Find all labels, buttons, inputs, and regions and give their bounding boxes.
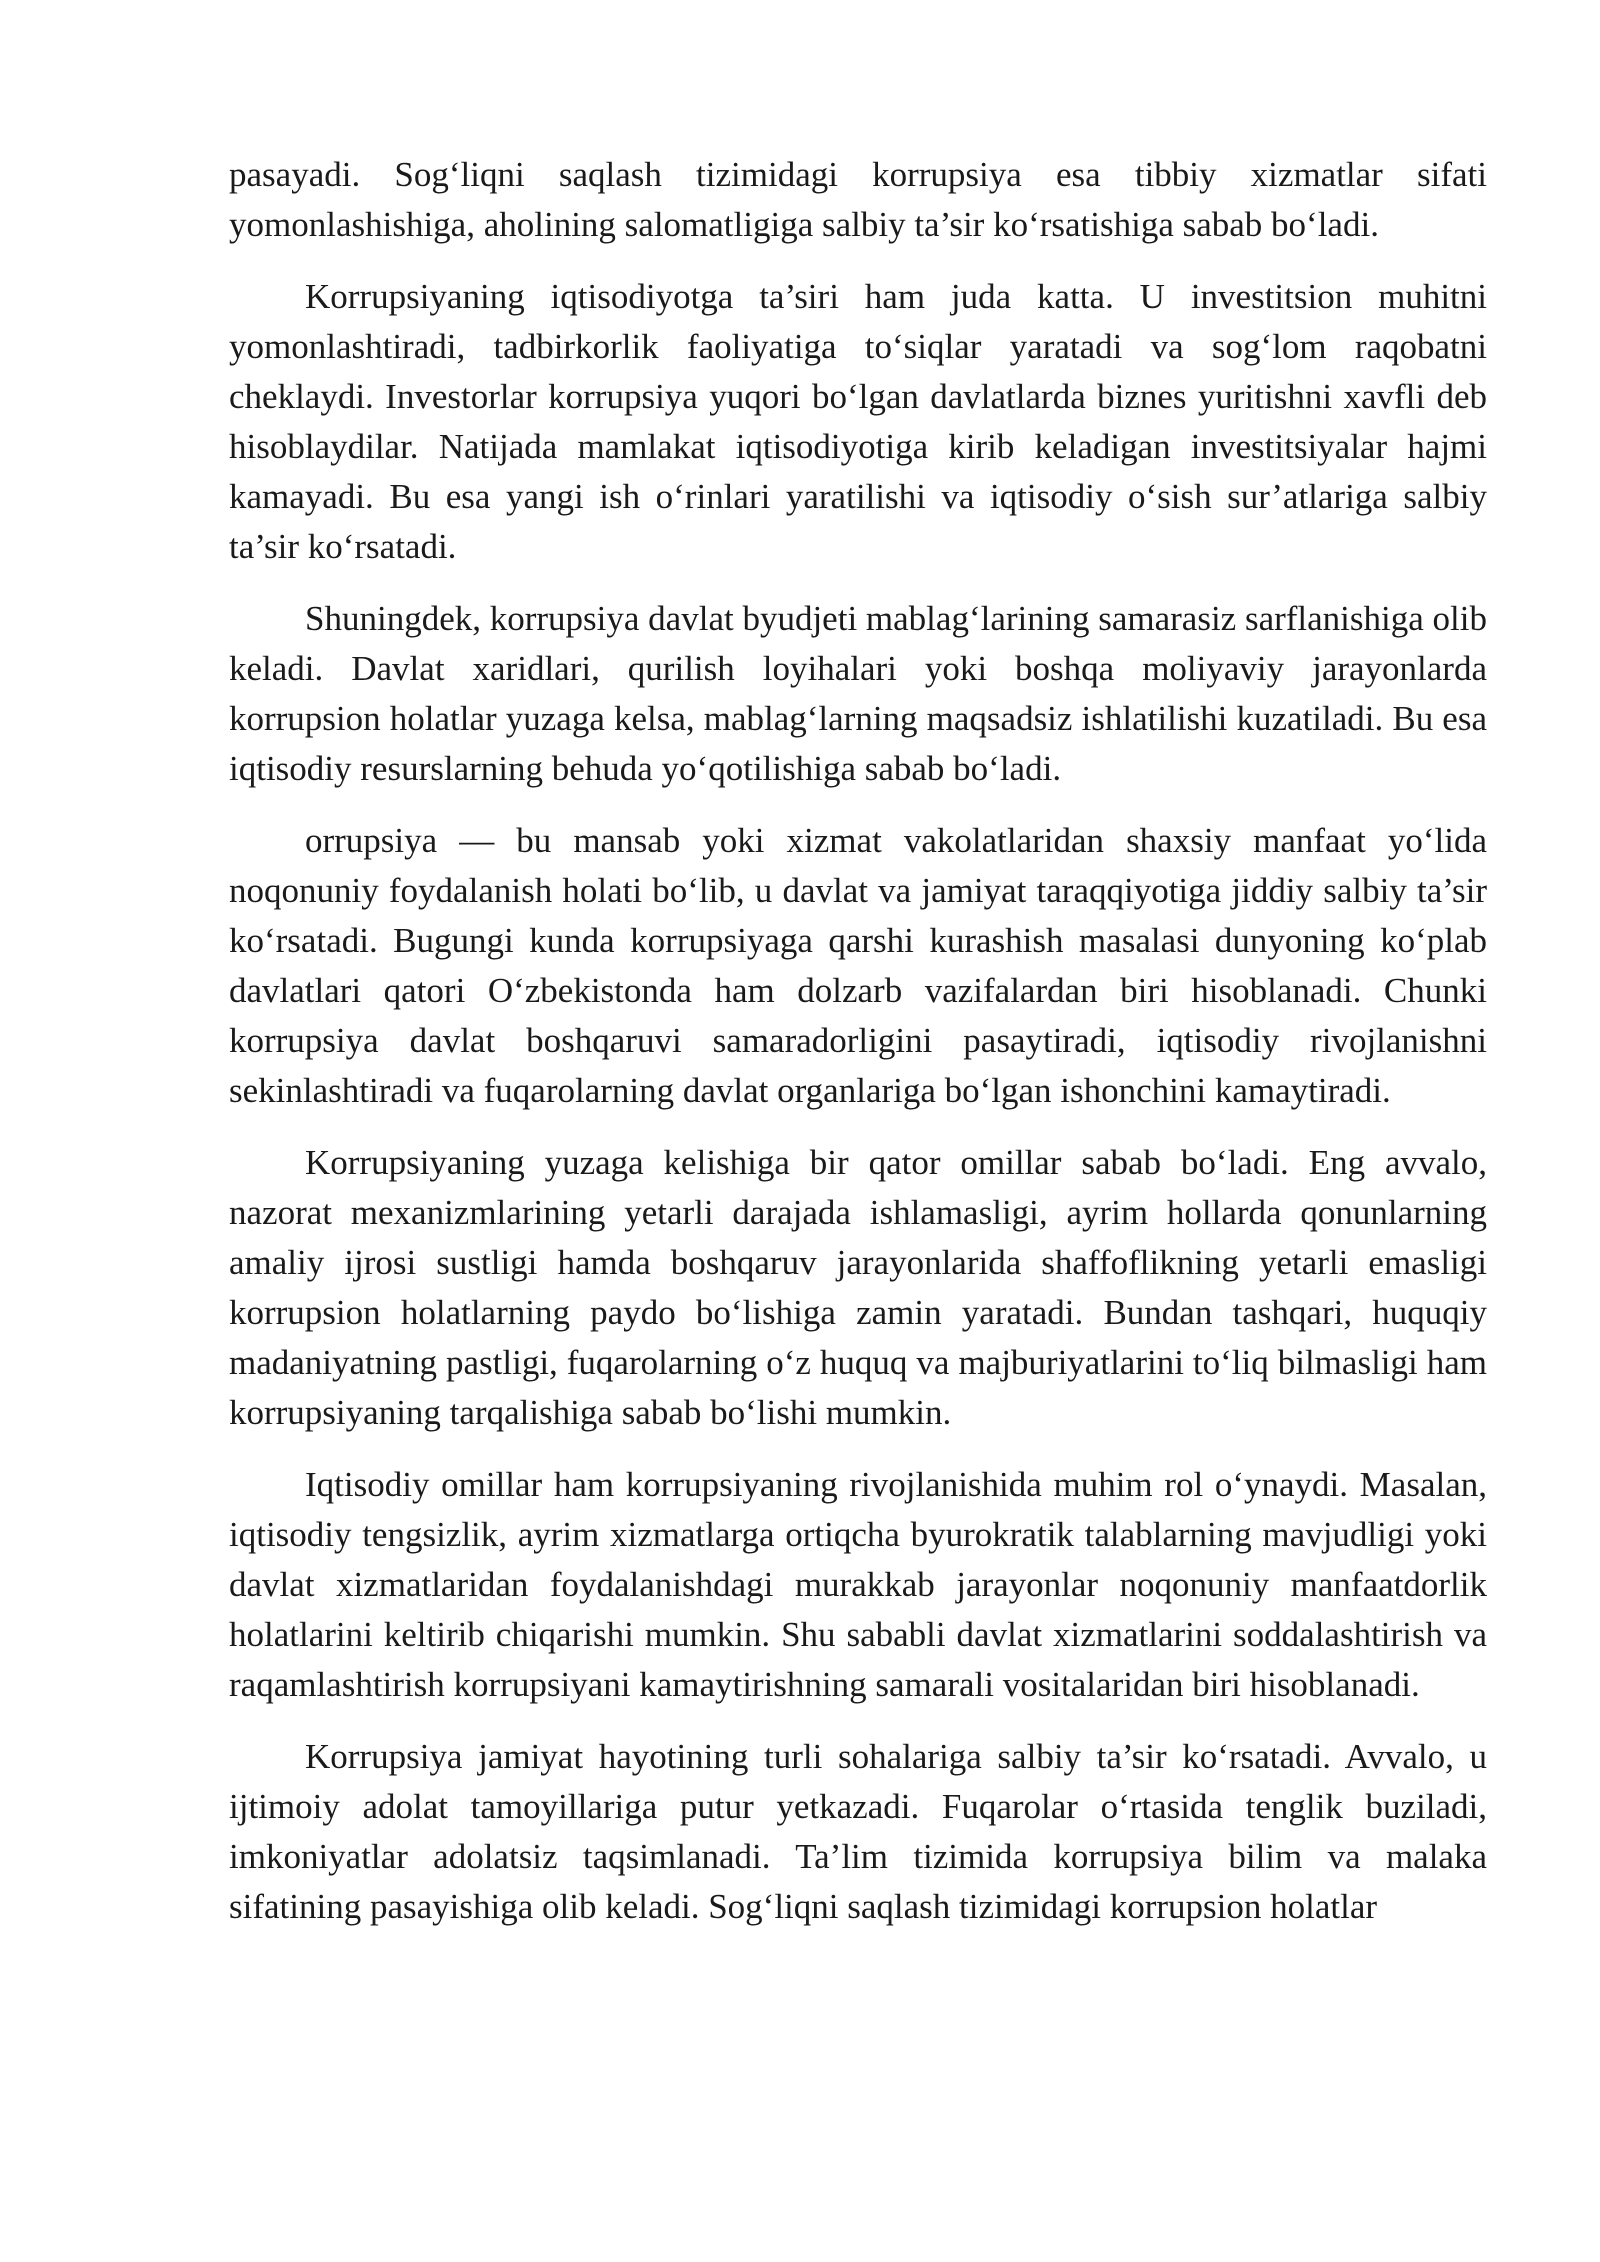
text-column: [229, 150, 1487, 1954]
paragraph-budget-impact: Shuningdek, korrupsiya davlat byudjeti mablag‘larining samarasiz sarflanishiga olib keladi. Davlat xaridlari, qurilish loyihalari yoki boshqa moliyaviy jarayonlarda korrupsion holatlar yuzaga kelsa, mablag‘larning maqsadsiz ishlatilishi kuzatiladi. Bu esa iqtisodiy resurslarning behuda yo‘qotilishiga sabab bo‘ladi.: [229, 599, 1487, 788]
paragraph-economy-impact: Korrupsiyaning iqtisodiyotga ta’siri ham juda katta. U investitsion muhitni yomonlashtiradi, tadbirkorlik faoliyatiga to‘siqlar yaratadi va sog‘lom raqobatni cheklaydi. Investorlar korrupsiya yuqori bo‘lgan davlatlarda biznes yuritishni xavfli deb hisoblaydilar. Natijada mamlakat iqtisodiyotiga kirib keladigan investitsiyalar hajmi kamayadi. Bu esa yangi ish o‘rinlari yaratilishi va iqtisodiy o‘sish sur’atlariga salbiy ta’sir ko‘rsatadi.: [229, 277, 1487, 566]
paragraph-continuation: pasayadi. Sog‘liqni saqlash tizimidagi korrupsiya esa tibbiy xizmatlar sifati yomonlashishiga, aholining salomatligiga salbiy ta’sir ko‘rsatishiga sabab bo‘ladi.: [229, 155, 1487, 244]
paragraph-corruption-definition: orrupsiya — bu mansab yoki xizmat vakolatlaridan shaxsiy manfaat yo‘lida noqonuniy foydalanish holati bo‘lib, u davlat va jamiyat taraqqiyotiga jiddiy salbiy ta’sir ko‘rsatadi. Bugungi kunda korrupsiyaga qarshi kurashish masalasi dunyoning ko‘plab davlatlari qatori O‘zbekistonda ham dolzarb vazifalardan biri hisoblanadi. Chunki korrupsiya davlat boshqaruvi samaradorligini pasaytiradi, iqtisodiy rivojlanishni sekinlashtiradi va fuqarolarning davlat organlariga bo‘lgan ishonchini kamaytiradi.: [229, 821, 1487, 1110]
paragraph-social-impact: Korrupsiya jamiyat hayotining turli sohalariga salbiy ta’sir ko‘rsatadi. Avvalo, u ijtimoiy adolat tamoyillariga putur yetkazadi. Fuqarolar o‘rtasida tenglik buziladi, imkoniyatlar adolatsiz taqsimlanadi. Ta’lim tizimida korrupsiya bilim va malaka sifatining pasayishiga olib keladi. Sog‘liqni saqlash tizimidagi korrupsion holatlar: [229, 1737, 1487, 1926]
paragraph-economic-factors: Iqtisodiy omillar ham korrupsiyaning rivojlanishida muhim rol o‘ynaydi. Masalan, iqtisodiy tengsizlik, ayrim xizmatlarga ortiqcha byurokratik talablarning mavjudligi yoki davlat xizmatlaridan foydalanishdagi murakkab jarayonlar noqonuniy manfaatdorlik holatlarini keltirib chiqarishi mumkin. Shu sababli davlat xizmatlarini soddalashtirish va raqamlashtirish korrupsiyani kamaytirishning samarali vositalaridan biri hisoblanadi.: [229, 1465, 1487, 1704]
paragraph-causes: Korrupsiyaning yuzaga kelishiga bir qator omillar sabab bo‘ladi. Eng avvalo, nazorat mexanizmlarining yetarli darajada ishlamasligi, ayrim hollarda qonunlarning amaliy ijrosi sustligi hamda boshqaruv jarayonlarida shaffoflikning yetarli emasligi korrupsion holatlarning paydo bo‘lishiga zamin yaratadi. Bundan tashqari, huquqiy madaniyatning pastligi, fuqarolarning o‘z huquq va majburiyatlarini to‘liq bilmasligi ham korrupsiyaning tarqalishiga sabab bo‘lishi mumkin.: [229, 1143, 1487, 1432]
